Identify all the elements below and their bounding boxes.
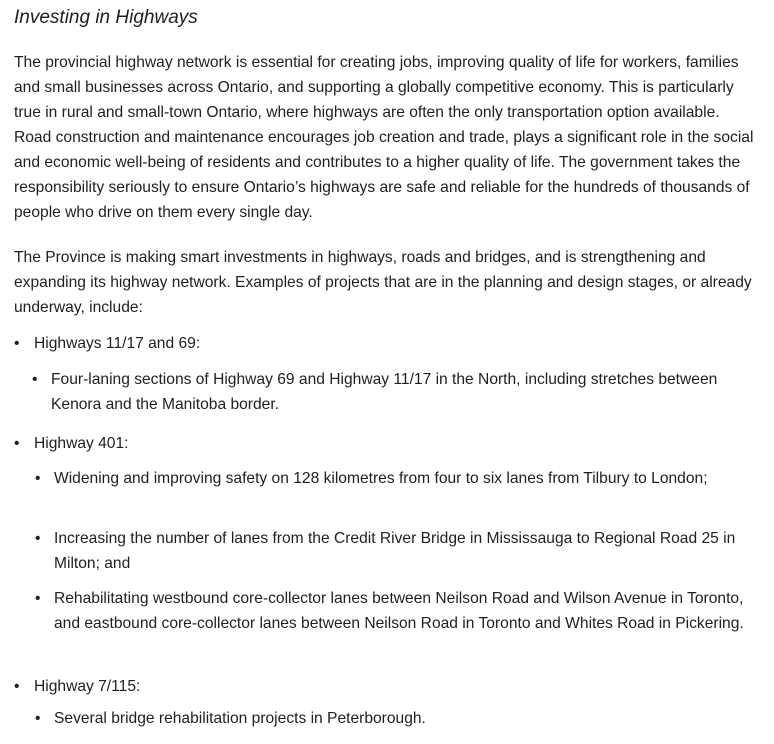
list-item-highways-11-17-69 — [14, 331, 759, 356]
sub-list-item-text: Increasing the number of lanes from the Credit River Bridge in Mississauga to Regional Road 25 in Milton; and — [54, 530, 736, 572]
sub-list-item — [35, 466, 735, 491]
bullet-icon: • — [35, 470, 41, 487]
bullet-icon: • — [14, 678, 20, 695]
projects-intro-paragraph: The Province is making smart investments in highways, roads and bridges, and is strengthening and expanding its highway network. Examples of projects that are in the planning and design stages, or already underway, include: — [14, 249, 752, 316]
sub-list-item — [32, 367, 722, 417]
sub-list-item-text: Several bridge rehabilitation projects in Peterborough. — [54, 710, 426, 727]
sub-list-item — [35, 526, 774, 576]
intro-paragraph: The provincial highway network is essential for creating jobs, improving quality of life for workers, families and small businesses across Ontario, and supporting a globally competitive economy. This is particularly true in rural and small-town Ontario, where highways are often the only transportation option available. Road construction and maintenance encourages job creation and trade, plays a significant role in the social and economic well-being of residents and contributes to a higher quality of life. The government takes the responsibility seriously to ensure Ontario’s highways are safe and reliable for the hundreds of thousands of people who drive on them every single day. — [14, 54, 754, 221]
bullet-icon: • — [35, 530, 41, 547]
sub-list-item — [35, 586, 745, 636]
sub-list-item-text: Rehabilitating westbound core-collector lanes between Neilson Road and Wilson Avenue in Toronto, and eastbound core-collector lanes between Neilson Road in Toronto and Whites Road in Pickering. — [54, 590, 744, 632]
list-item-highway-401 — [14, 431, 759, 456]
bullet-icon: • — [35, 710, 41, 727]
sub-list-item-text: Four-laning sections of Highway 69 and Highway 11/17 in the North, including stretches between Kenora and the Manitoba border. — [51, 371, 718, 413]
bullet-icon: • — [35, 590, 41, 607]
bullet-icon: • — [14, 435, 20, 452]
bullet-icon: • — [32, 371, 38, 388]
sub-list-item-text: Widening and improving safety on 128 kilometres from four to six lanes from Tilbury to London; — [54, 470, 708, 487]
list-item-label: Highway 7/115: — [34, 678, 141, 695]
list-item-label: Highway 401: — [34, 435, 129, 452]
sub-list-item — [35, 706, 735, 731]
list-item-label: Highways 11/17 and 69: — [34, 335, 201, 352]
list-item-highway-7-115 — [14, 674, 759, 699]
section-heading: Investing in Highways — [14, 7, 198, 28]
bullet-icon: • — [14, 335, 20, 352]
